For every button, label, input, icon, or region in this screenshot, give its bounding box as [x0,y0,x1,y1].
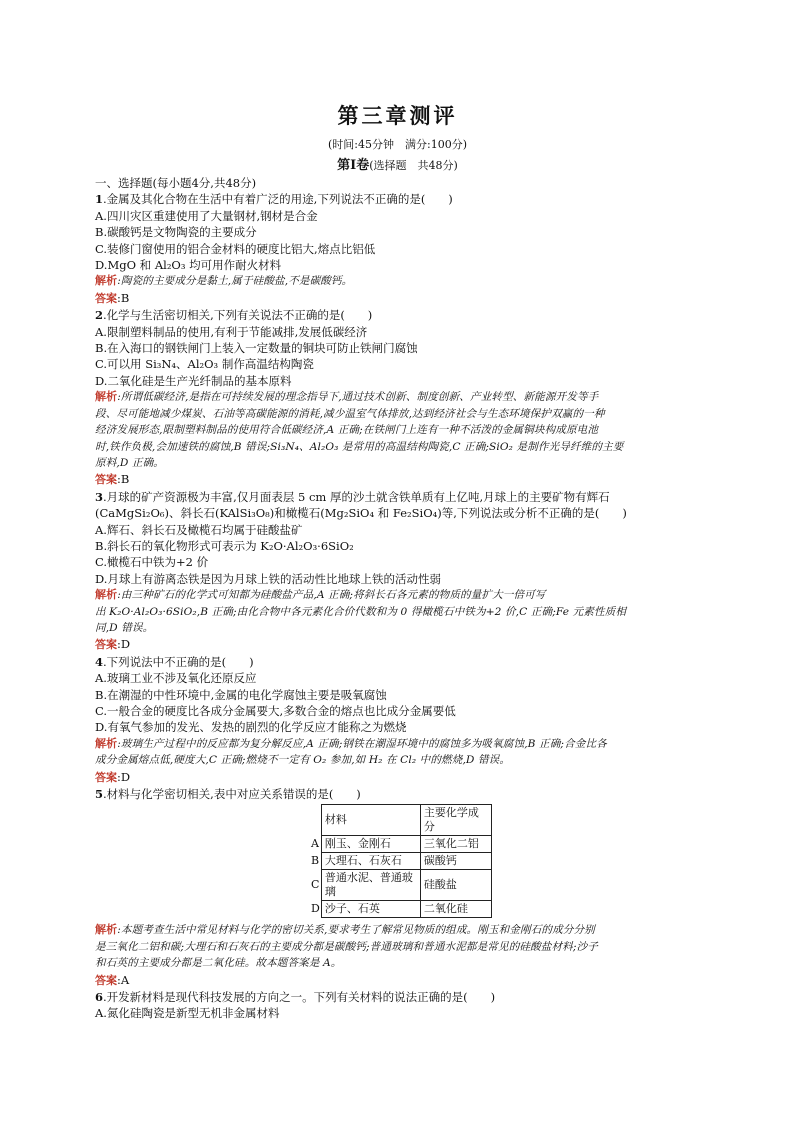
option-d: D.月球上有游离态铁是因为月球上铁的活动性比地球上铁的活动性弱 [95,571,441,586]
question-stem: .化学与生活密切相关,下列有关说法不正确的是( ) [103,308,373,323]
table-row [310,836,491,853]
option-a: A.限制塑料制品的使用,有利于节能减排,发展低碳经济 [95,324,368,339]
option-a: A.四川灾区重建使用了大量钢材,钢材是合金 [95,208,318,223]
question-5 [95,786,700,989]
table-header-component: 主要化学成分 [420,805,491,836]
answer-label: 答案 [95,291,117,305]
question-number: 3 [95,489,104,504]
table-header-row [310,805,491,836]
question-stem: .开发新材料是现代科技发展的方向之一。下列有关材料的说法正确的是( ) [103,990,496,1005]
question-number: 2 [95,308,104,323]
answer [95,290,700,307]
analysis-line: 和石英的主要成分都是二氧化硅。故本题答案是 A。 [95,957,342,970]
answer-label: 答案 [95,770,117,784]
analysis [95,587,700,603]
option-d: D.有氧气参加的发光、发热的剧烈的化学反应才能称之为燃烧 [95,720,407,735]
analysis-line: :本题考查生活中常见材料与化学的密切关系,要求考生了解常见物质的组成。刚玉和金刚石的成分分别 [117,924,595,937]
answer-label: 答案 [95,973,117,987]
option-c: C.一般合金的硬度比各成分金属要大,多数合金的熔点也比成分金属要低 [95,704,456,718]
analysis-line: :所谓低碳经济,是指在可持续发展的理念指导下,通过技术创新、制度创新、产业转型、新能源开发等手 [117,391,599,404]
question-2 [95,307,700,488]
analysis [95,273,700,289]
answer-value: :D [117,769,131,784]
option-b: B.在潮湿的中性环境中,金属的电化学腐蚀主要是吸氧腐蚀 [95,687,387,702]
exam-page [95,96,700,1022]
option-a: A.玻璃工业不涉及氧化还原反应 [95,671,257,686]
question-stem: .材料与化学密切相关,表中对应关系错误的是( ) [103,787,361,802]
analysis-line: 是三氧化二铝和碳;大理石和石灰石的主要成分都是碳酸钙;普通玻璃和普通水泥都是常见的硅酸盐材料;沙子 [95,940,598,953]
option-c: C.橄榄石中铁为+2 价 [95,555,209,570]
question-4 [95,654,700,786]
answer-value: :D [117,637,131,652]
section-title: 第Ⅰ卷 [337,158,370,173]
table-cell [310,805,321,836]
row-label: B [310,853,321,870]
table-cell: 刚玉、金刚石 [321,836,420,853]
option-a: A.辉石、斜长石及橄榄石均属于硅酸盐矿 [95,522,303,537]
question-number: 6 [95,990,104,1005]
answer [95,636,700,653]
row-label: A [310,836,321,853]
question-number: 4 [95,654,104,669]
option-c: C.可以用 Si₃N₄、Al₂O₃ 制作高温结构陶瓷 [95,357,314,372]
exam-meta: (时间:45分钟 满分:100分) [328,138,467,151]
question-stem: .金属及其化合物在生活中有着广泛的用途,下列说法不正确的是( ) [103,192,453,207]
analysis [95,389,700,405]
table-row [310,853,491,870]
question-number: 5 [95,787,104,802]
question-1 [95,191,700,307]
page-title: 第三章测评 [337,103,458,128]
answer [95,769,700,786]
option-b: B.斜长石的氧化物形式可表示为 K₂O·Al₂O₃·6SiO₂ [95,538,354,553]
question-stem-line: (CaMgSi₂O₆)、斜长石(KAlSi₃O₈)和橄榄石(Mg₂SiO₄ 和 Fe₂SiO₄)等,下列说法或分析不正确的是( ) [95,506,627,521]
answer-value: :B [117,290,130,305]
question-6 [95,989,700,1022]
option-b: B.在入海口的钢铁闸门上装入一定数量的铜块可防止铁闸门腐蚀 [95,341,418,356]
section-heading [95,154,700,173]
analysis-text: :陶瓷的主要成分是黏土,属于硅酸盐,不是碳酸钙。 [117,275,353,288]
analysis-label: 解析 [95,390,118,404]
answer [95,471,700,488]
question-stem: .月球的矿产资源极为丰富,仅月面表层 5 cm 厚的沙土就含铁单质有上亿吨,月球上的主要矿物有辉石 [103,489,610,504]
table-cell: 二氧化硅 [420,901,491,918]
analysis-line: 出 K₂O·Al₂O₃·6SiO₂,B 正确;由化合物中各元素化合价代数和为 0 得橄榄石中铁为+2 价,C 正确;Fe 元素性质相 [95,605,627,618]
table-cell: 沙子、石英 [321,901,420,918]
option-b: B.碳酸钙是文物陶瓷的主要成分 [95,225,257,240]
row-label: D [310,901,321,918]
table-header-material: 材料 [321,805,420,836]
answer-value: :B [117,472,130,487]
table-cell: 大理石、石灰石 [321,853,420,870]
analysis-line: :由三种矿石的化学式可知都为硅酸盐产品,A 正确;将斜长石各元素的物质的量扩大一倍可写 [117,589,546,602]
question-number: 1 [95,192,104,207]
analysis-line: 成分金属熔点低,硬度大,C 正确;燃烧不一定有 O₂ 参加,如 H₂ 在 Cl₂ 中的燃烧,D 错误。 [95,754,511,767]
section-subtitle: (选择题 共48分) [369,159,458,172]
answer-label: 答案 [95,473,117,487]
analysis-label: 解析 [95,274,118,288]
analysis-line: 原料,D 正确。 [95,456,164,469]
table-row [310,901,491,918]
analysis-label: 解析 [95,923,118,937]
part-heading: 一、选择题(每小题4分,共48分) [95,176,257,190]
option-c: C.装修门窗使用的铝合金材料的硬度比铝大,熔点比铝低 [95,241,376,256]
table-cell: 普通水泥、普通玻璃 [321,870,420,901]
table-cell: 三氧化二铝 [420,836,491,853]
answer-value: :A [117,972,130,987]
analysis-line: 同,D 错误。 [95,621,154,634]
option-d: D.二氧化硅是生产光纤制品的基本原料 [95,373,292,388]
answer-label: 答案 [95,638,117,652]
question-stem: .下列说法中不正确的是( ) [103,654,254,669]
analysis-line: 经济发展形态,限制塑料制品的使用符合低碳经济,A 正确;在铁闸门上连有一种不活泼的金属铜块构成原电池 [95,424,599,437]
option-a: A.氮化硅陶瓷是新型无机非金属材料 [95,1006,280,1021]
analysis-label: 解析 [95,736,118,750]
option-d: D.MgO 和 Al₂O₃ 均可用作耐火材料 [95,258,282,273]
analysis-line: 时,铁作负极,会加速铁的腐蚀,B 错误;Si₃N₄、Al₂O₃ 是常用的高温结构陶瓷,C 正确;SiO₂ 是制作光导纤维的主要 [95,440,624,453]
table-cell: 硅酸盐 [420,870,491,901]
answer [95,972,700,989]
analysis [95,922,700,938]
row-label: C [310,870,321,901]
table-row [310,870,491,901]
analysis-line: :玻璃生产过程中的反应都为复分解反应,A 正确;钢铁在潮湿环境中的腐蚀多为吸氧腐蚀,B 正确;合金比各 [117,737,607,750]
question-3 [95,489,700,654]
table-cell: 碳酸钙 [420,853,491,870]
analysis-line: 段、尽可能地减少煤炭、石油等高碳能源的消耗,减少温室气体排放,达到经济社会与生态环境保护双赢的一种 [95,407,605,420]
analysis-label: 解析 [95,588,118,602]
materials-table [310,804,492,918]
analysis [95,736,700,752]
